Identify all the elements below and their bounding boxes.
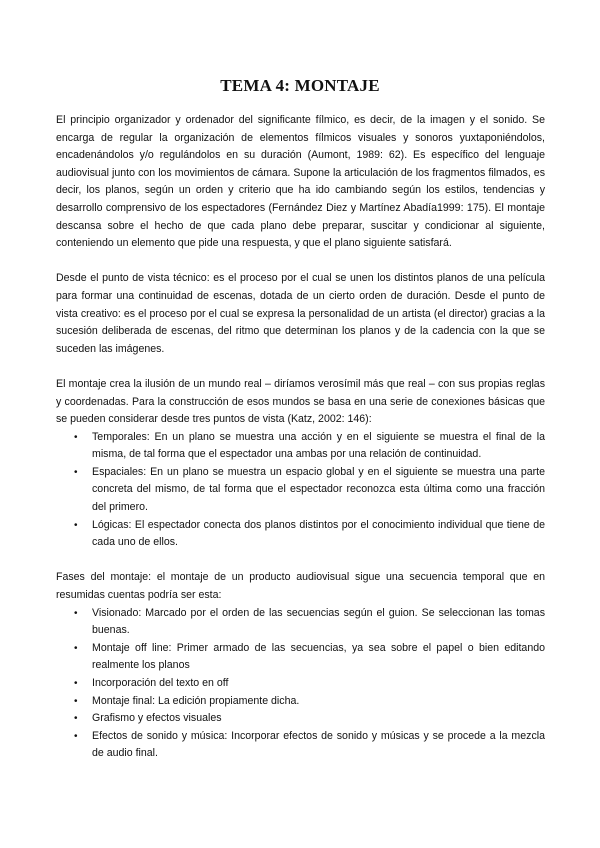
list-item-text: Grafismo y efectos visuales: [92, 712, 222, 725]
list-item-text: Visionado: Marcado por el orden de las secuencias según el guion. Se seleccionan las tomas buenas.: [92, 606, 545, 637]
phases-paragraph: Fases del montaje: el montaje de un producto audiovisual sigue una secuencia temporal que en resumidas cuentas podría ser esta:: [56, 571, 545, 602]
bullet-icon: •: [74, 678, 78, 689]
bullet-icon: •: [74, 519, 78, 531]
list-item: [56, 693, 545, 711]
list-item: [56, 605, 545, 640]
list-item-text: Montaje off line: Primer armado de las secuencias, ya sea sobre el papel o bien editando realmente los planos: [92, 641, 545, 672]
illusion-paragraph: El montaje crea la ilusión de un mundo real – diríamos verosímil más que real – con sus propias reglas y coordenadas. Para la construcción de esos mundos se basa en una serie de conexiones básicas que se pueden considerar desde tres puntos de vista (Katz, 2002: 146):: [56, 377, 545, 426]
intro-paragraph: El principio organizador y ordenador del significante fílmico, es decir, de la imagen y el sonido. Se encarga de regular la organización de elementos fílmicos visuales y sonoros yuxtaponiéndolos, encadenándolos y/o regulándolos en su duración (Aumont, 1989: 62). Es específico del lenguaje audiovisual junto con los movimientos de cámara. Supone la articulación de los fragmentos filmados, es decir, los planos, según un orden y criterio que ha ido cambiando según los estilos, tendencias y desarrollo comprensivo de los espectadores (Fernández Diez y Martínez Abadía1999: 175). El montaje descansa sobre el hecho de que cada plano debe preparar, suscitar y condicionar al siguiente, conteniendo un elemento que pide una respuesta, y que el plano siguiente satisfará.: [56, 114, 545, 250]
points-of-view-paragraph: Desde el punto de vista técnico: es el proceso por el cual se unen los distintos planos de una película para formar una continuidad de escenas, dotada de un cierto orden de duración. Desde el punto de vista creativo: es el proceso por el cual se expresa la personalidad de un artista (el director) gracias a la sucesión deliberada de escenas, del ritmo que determinan los planos y de la cadencia con la que se suceden las imágenes.: [56, 272, 545, 355]
list-item: [56, 675, 545, 693]
bullet-icon: •: [74, 466, 78, 478]
bullet-icon: •: [74, 695, 78, 707]
list-item-text: Temporales: En un plano se muestra una acción y en el siguiente se muestra el final de la misma, de tal forma que el espectador una ambas por una relación de continuidad.: [92, 430, 545, 461]
document-body: [56, 112, 545, 781]
connections-list: [56, 429, 545, 552]
bullet-icon: •: [74, 607, 78, 619]
page-title: TEMA 4: MONTAJE: [220, 76, 380, 95]
list-item: [56, 710, 545, 728]
list-item: [56, 728, 545, 763]
list-item-text: Montaje final: La edición propiamente dicha.: [92, 694, 300, 707]
bullet-icon: •: [74, 713, 78, 725]
list-item: [56, 429, 545, 464]
list-item: [56, 640, 545, 675]
phases-list: [56, 605, 545, 763]
list-item-text: Espaciales: En un plano se muestra un espacio global y en el siguiente se muestra una parte concreta del mismo, de tal forma que el espectador reconozca esta última como una fracción del primero.: [92, 465, 545, 514]
bullet-icon: •: [74, 642, 78, 654]
list-item-text: Lógicas: El espectador conecta dos planos distintos por el conocimiento individual que tiene de cada uno de ellos.: [92, 518, 545, 549]
list-item-text: Efectos de sonido y música: Incorporar efectos de sonido y músicas y se procede a la mezcla de audio final.: [92, 729, 545, 760]
bullet-icon: •: [74, 431, 78, 443]
list-item: [56, 517, 545, 552]
list-item-text: Incorporación del texto en off: [92, 677, 229, 689]
list-item: [56, 464, 545, 517]
bullet-icon: •: [74, 730, 78, 742]
